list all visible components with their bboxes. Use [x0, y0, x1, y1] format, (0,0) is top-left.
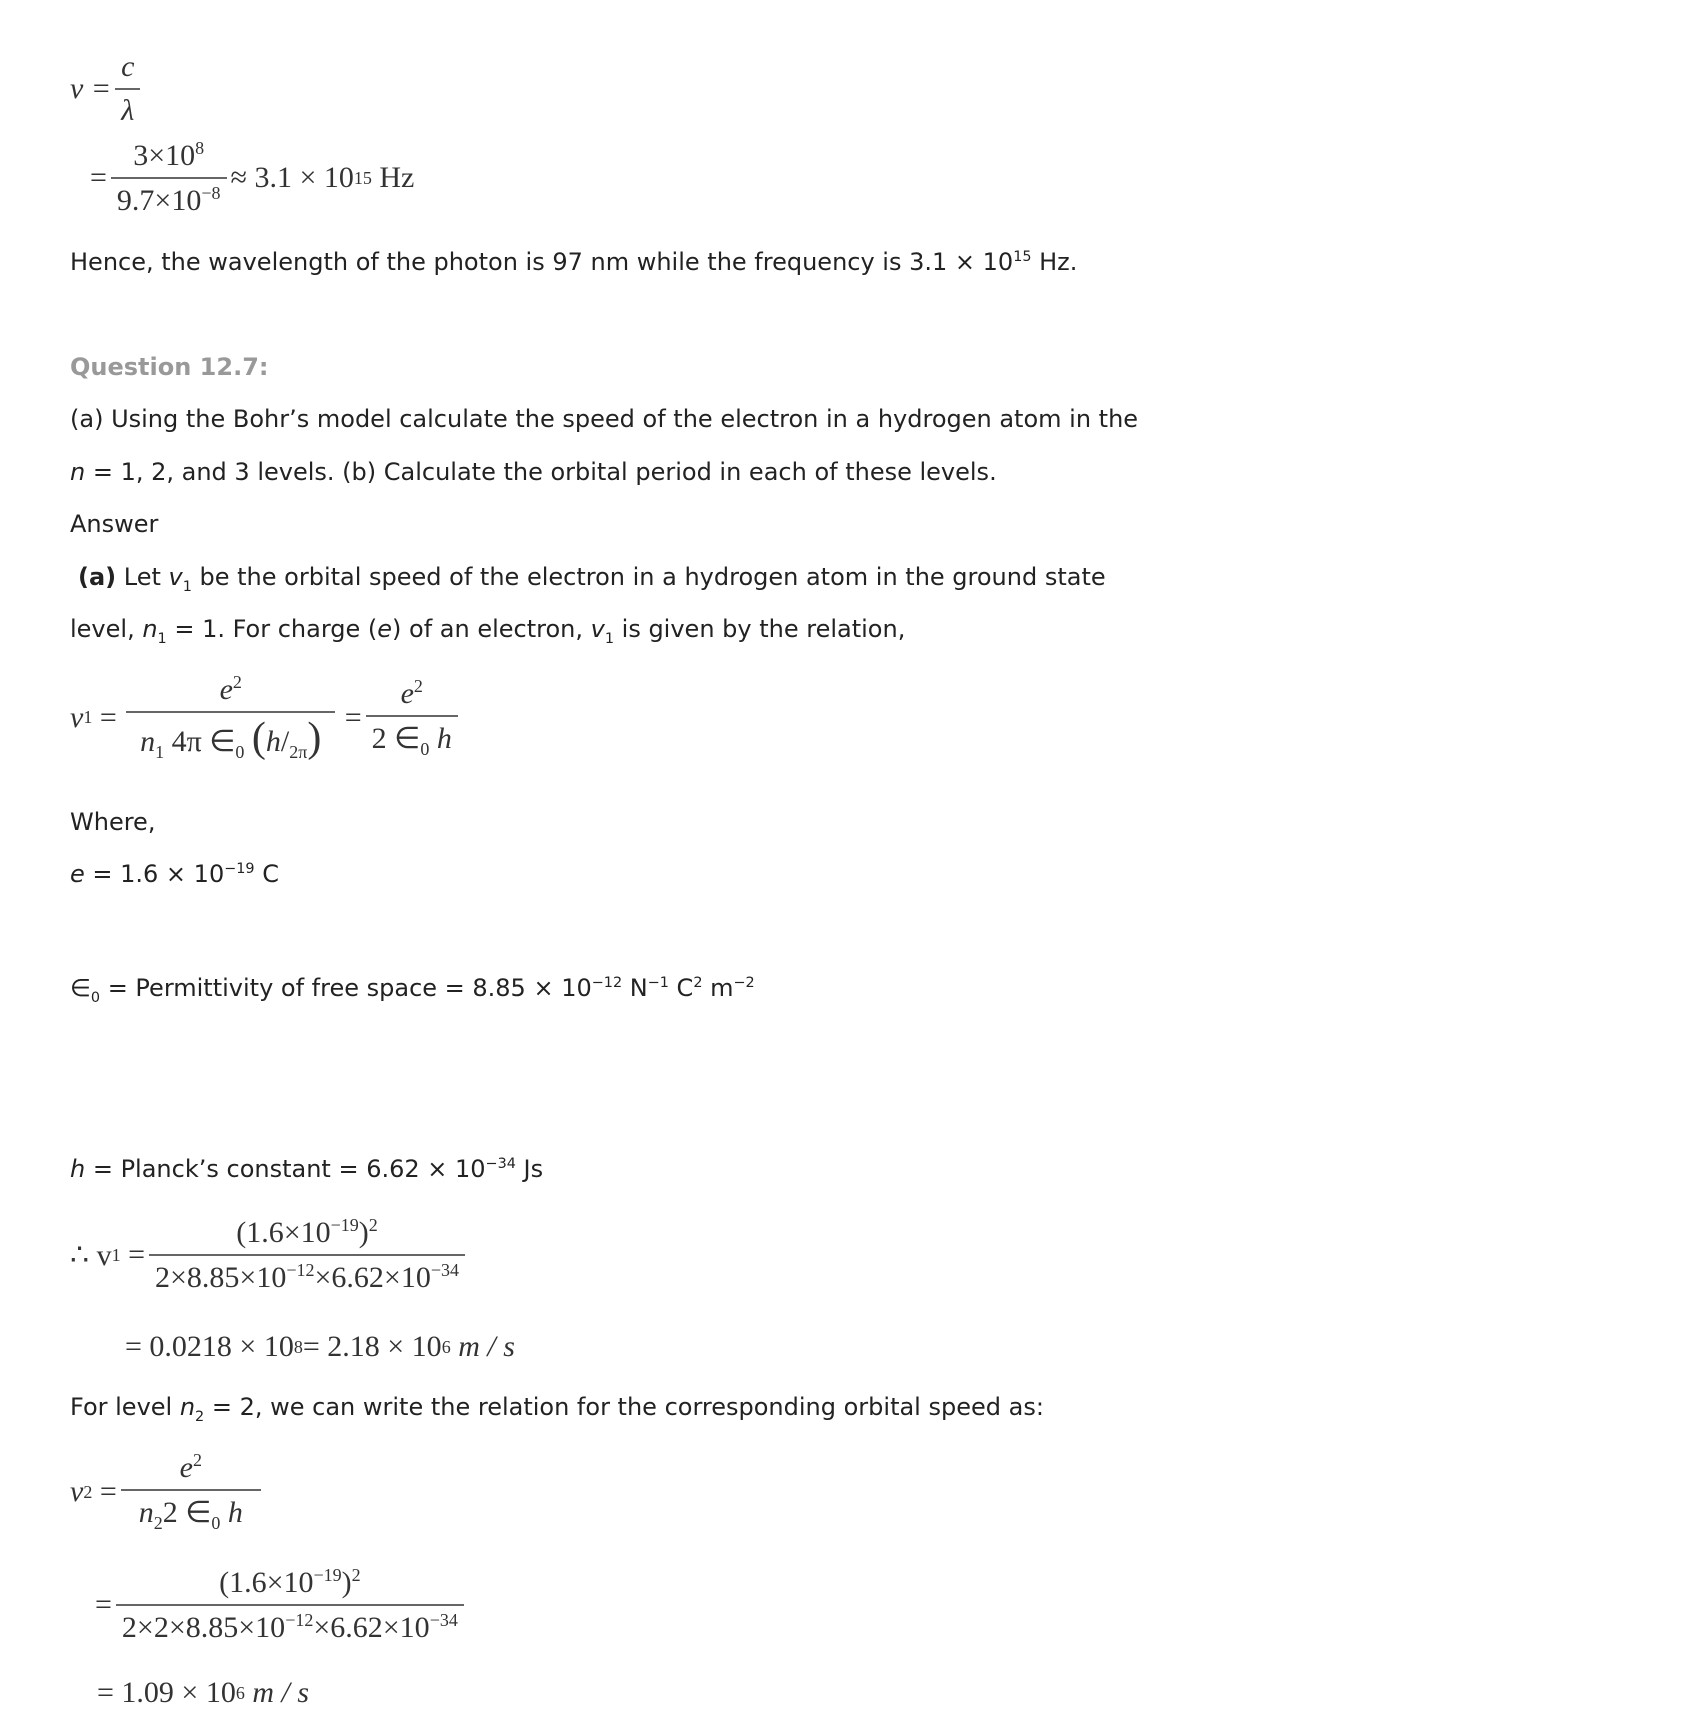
exp: 15 [1013, 249, 1032, 265]
exp: −12 [286, 1260, 315, 1280]
e-definition [70, 860, 279, 888]
exp: 6 [441, 1336, 451, 1357]
var: v [70, 1475, 84, 1508]
var: e [70, 860, 85, 888]
unit: N [622, 974, 648, 1002]
equals: = [128, 1238, 146, 1271]
var: n [140, 725, 156, 758]
unit: C [254, 860, 279, 888]
text: = 2.18 × 10 [302, 1330, 442, 1363]
var: e [179, 1451, 193, 1484]
exp: 2 [192, 1450, 202, 1470]
answer-label: Answer [70, 510, 159, 538]
denominator: $n_1$ 4π $\in_0$ $(h/_{2\pi})$ [126, 711, 335, 763]
text: 2×8.85×10 [155, 1261, 287, 1294]
fraction [121, 1450, 261, 1534]
var: h [436, 721, 452, 755]
fraction [115, 50, 140, 128]
part-label: (a) [78, 563, 117, 591]
h-definition [70, 1155, 543, 1183]
equals: = [95, 1588, 112, 1621]
text: Let [116, 563, 169, 591]
var: n [142, 615, 158, 643]
text: For level [70, 1393, 180, 1421]
fraction [116, 1565, 464, 1645]
hence-text [70, 248, 1077, 276]
numerator [174, 1450, 208, 1489]
text: = 1.09 × 10 [97, 1676, 236, 1709]
sub: 0 [90, 989, 101, 1006]
denominator [111, 177, 227, 218]
text: 2 ∈ [162, 1496, 212, 1529]
fraction [366, 676, 458, 760]
equation-v2-calc [95, 1565, 468, 1645]
unit: Hz [379, 161, 415, 194]
denominator [366, 715, 458, 760]
sub: 2π [289, 742, 308, 762]
exp: −19 [330, 1215, 359, 1235]
exp: −2 [733, 975, 755, 991]
text: = 0.0218 × 10 [125, 1330, 294, 1363]
var: ∴ v [70, 1238, 112, 1272]
question-line-2 [70, 458, 997, 486]
unit: C [668, 974, 694, 1002]
sub: 1 [155, 742, 165, 762]
equals: = [99, 1475, 117, 1508]
exp: −34 [430, 1260, 460, 1280]
where-label: Where, [70, 808, 156, 836]
den-text: 9.7×10 [116, 184, 202, 217]
var: v [168, 563, 183, 591]
unit: m / s [458, 1330, 515, 1363]
sub: 1 [604, 630, 615, 647]
numerator: $(1.6\times 10^{-19})^2$ [219, 1565, 361, 1599]
numerator [214, 672, 248, 711]
text: ) of an electron, [392, 615, 591, 643]
fraction [111, 138, 227, 218]
text: level, [70, 615, 143, 643]
var: h [70, 1155, 86, 1183]
numerator [127, 138, 210, 177]
equation-frequency [70, 50, 144, 128]
epsilon-definition [70, 974, 755, 1006]
denominator [116, 1604, 464, 1645]
numerator [395, 676, 429, 715]
exp: −12 [285, 1610, 314, 1630]
unit: m / s [252, 1676, 310, 1709]
text: 2×2×8.85×10 [121, 1611, 286, 1644]
equation-v1 [70, 672, 462, 763]
exp: 8 [195, 138, 205, 158]
exp: −8 [201, 183, 221, 203]
exp: −19 [224, 861, 255, 877]
text: Hz. [1031, 248, 1078, 276]
denominator [121, 1489, 261, 1534]
unit: m [702, 974, 734, 1002]
equation-frequency-value [90, 138, 414, 218]
var: e [219, 673, 233, 706]
sub: 2 [195, 1408, 205, 1425]
equals: = [99, 700, 117, 734]
exp: −1 [647, 975, 669, 991]
exp: 15 [353, 167, 372, 188]
var: v [590, 615, 605, 643]
text: = 1. For charge ( [166, 615, 378, 643]
sub: 0 [420, 738, 430, 759]
equation-v1-calc [70, 1215, 469, 1295]
text: 2 ∈ [371, 721, 421, 755]
var: e [400, 676, 414, 710]
text: 4π ∈ [171, 725, 236, 758]
var: ∈ [70, 974, 91, 1002]
equals: = [90, 161, 107, 194]
sub: 0 [235, 742, 245, 762]
text: (1.6×10 [236, 1216, 331, 1249]
exp: 2 [693, 975, 703, 991]
answer-line-1 [78, 563, 1106, 595]
fraction [121, 672, 341, 763]
text: is given by the relation, [614, 615, 906, 643]
equals: = [344, 700, 362, 734]
text: = 1, 2, and 3 levels. (b) Calculate the orbital period in each of these levels. [85, 458, 997, 486]
sub: 1 [111, 1244, 121, 1265]
exp: −19 [313, 1565, 342, 1585]
var: e [377, 615, 393, 643]
numerator: c [121, 50, 135, 83]
numerator [230, 1215, 384, 1254]
text: Hence, the wavelength of the photon is 97 nm while the frequency is 3.1 × 10 [70, 248, 1014, 276]
exp: 2 [351, 1565, 361, 1585]
var: v [70, 700, 84, 734]
eq-lhs: v = [70, 72, 112, 105]
sub: 1 [83, 707, 93, 727]
sub: 0 [211, 1513, 221, 1533]
unit: Js [515, 1155, 544, 1183]
equation-v1-result [125, 1330, 515, 1364]
var: h [265, 725, 281, 758]
sub: 1 [182, 578, 192, 595]
exp: 2 [368, 1215, 378, 1235]
exp: 6 [235, 1682, 245, 1703]
level-2-text [70, 1393, 1044, 1425]
var: n [179, 1393, 196, 1421]
equation-v2 [70, 1450, 265, 1534]
exp: 8 [293, 1336, 303, 1357]
sub: 1 [157, 630, 167, 647]
exp: −34 [485, 1156, 516, 1172]
text: = 2, we can write the relation for the corresponding orbital speed as: [204, 1393, 1044, 1421]
sub: 2 [83, 1481, 93, 1502]
var: h [227, 1496, 243, 1529]
sub: 2 [153, 1513, 163, 1533]
exp: 2 [232, 672, 242, 692]
var: n [138, 1496, 154, 1529]
denominator: λ [115, 88, 140, 128]
text: ) [358, 1216, 369, 1249]
text: = Permittivity of free space = 8.85 × 10 [100, 974, 592, 1002]
text: ×6.62×10 [313, 1611, 430, 1644]
question-title: Question 12.7: [70, 353, 269, 381]
fraction [149, 1215, 465, 1295]
var: n [70, 458, 86, 486]
num-text: 3×10 [133, 139, 196, 172]
question-line-1: (a) Using the Bohr’s model calculate the speed of the electron in a hydrogen atom in the [70, 405, 1139, 433]
text: = 1.6 × 10 [84, 860, 225, 888]
exp: −34 [429, 1610, 458, 1630]
approx: ≈ 3.1 × 10 [230, 161, 354, 194]
text: (1.6×10 [219, 1566, 314, 1599]
exp: −12 [591, 975, 623, 991]
text: ×6.62×10 [314, 1261, 431, 1294]
denominator [149, 1254, 465, 1295]
answer-line-2 [70, 615, 905, 647]
equation-v2-result [97, 1676, 309, 1710]
text: be the orbital speed of the electron in a hydrogen atom in the ground state [191, 563, 1106, 591]
text: = Planck’s constant = 6.62 × 10 [85, 1155, 486, 1183]
exp: 2 [413, 675, 423, 696]
